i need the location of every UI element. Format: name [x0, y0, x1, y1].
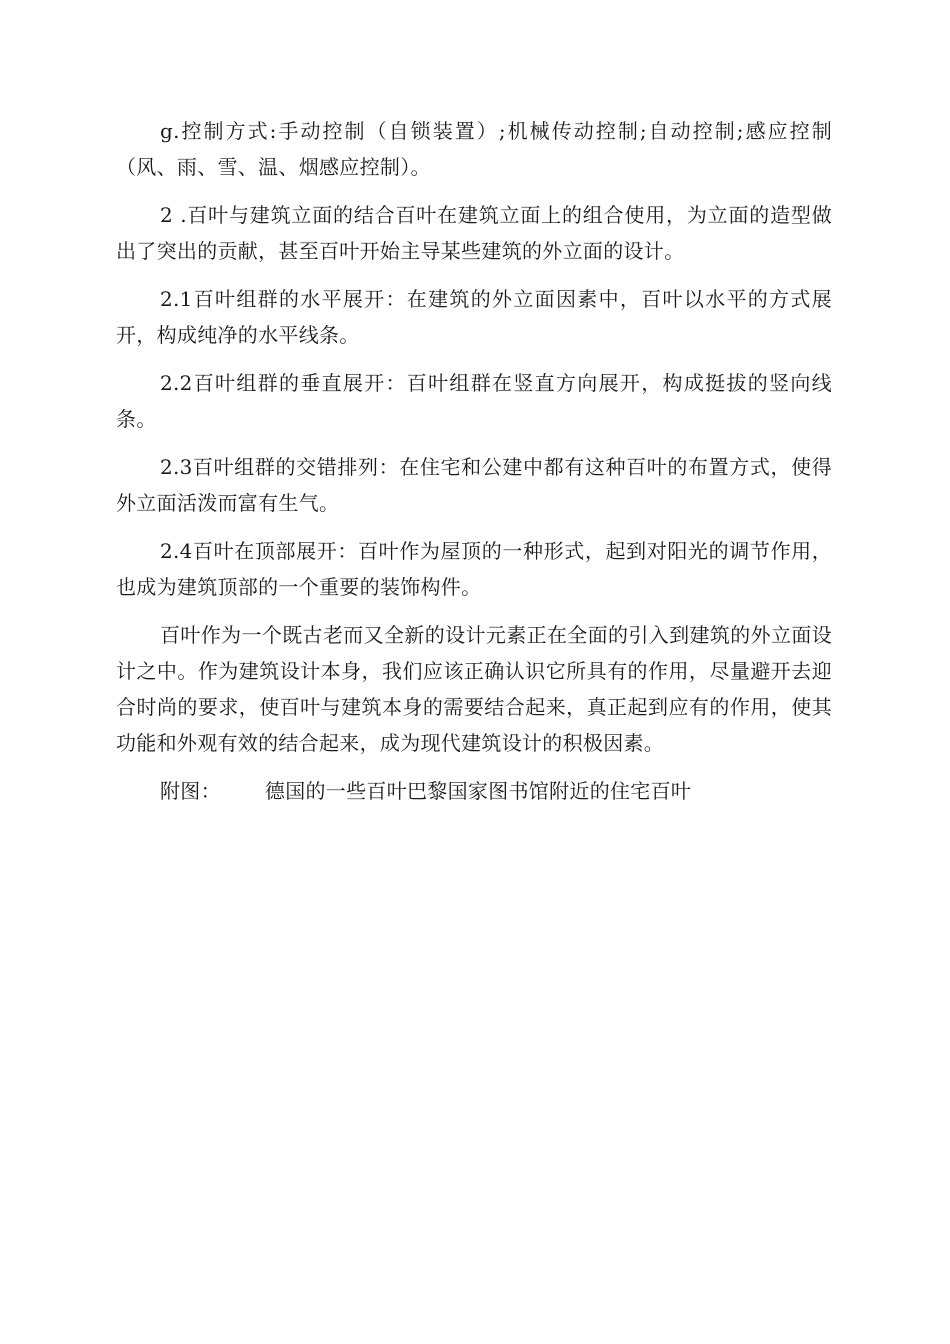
paragraph-staggered-arrangement: 2.3百叶组群的交错排列：在住宅和公建中都有这种百叶的布置方式，使得外立面活泼而富有生气。: [116, 455, 832, 515]
paragraph-horizontal-arrangement: 2.1百叶组群的水平展开：在建筑的外立面因素中，百叶以水平的方式展开，构成纯净的水平线条。: [116, 287, 832, 347]
document-body: [116, 113, 832, 821]
figure-note-text: 德国的一些百叶巴黎国家图书馆附近的住宅百叶: [264, 779, 692, 803]
paragraph-vertical-arrangement: 2.2百叶组群的垂直展开：百叶组群在竖直方向展开，构成挺拔的竖向线条。: [116, 371, 832, 431]
figure-note: [116, 773, 832, 809]
paragraph-roof-arrangement: 2.4百叶在顶部展开：百叶作为屋顶的一种形式，起到对阳光的调节作用，也成为建筑顶部的一个重要的装饰构件。: [116, 539, 832, 599]
paragraph-louver-facade: 2 .百叶与建筑立面的结合百叶在建筑立面上的组合使用，为立面的造型做出了突出的贡献，甚至百叶开始主导某些建筑的外立面的设计。: [116, 203, 832, 263]
paragraph-conclusion: 百叶作为一个既古老而又全新的设计元素正在全面的引入到建筑的外立面设计之中。作为建筑设计本身，我们应该正确认识它所具有的作用，尽量避开去迎合时尚的要求，使百叶与建筑本身的需要结合起来，真正起到应有的作用，使其功能和外观有效的结合起来，成为现代建筑设计的积极因素。: [116, 623, 832, 755]
figure-note-label: 附图：: [160, 779, 221, 803]
paragraph-control-methods: g.控制方式:手动控制（自锁装置）;机械传动控制;自动控制;感应控制（风、雨、雪、温、烟感应控制）。: [116, 119, 832, 179]
